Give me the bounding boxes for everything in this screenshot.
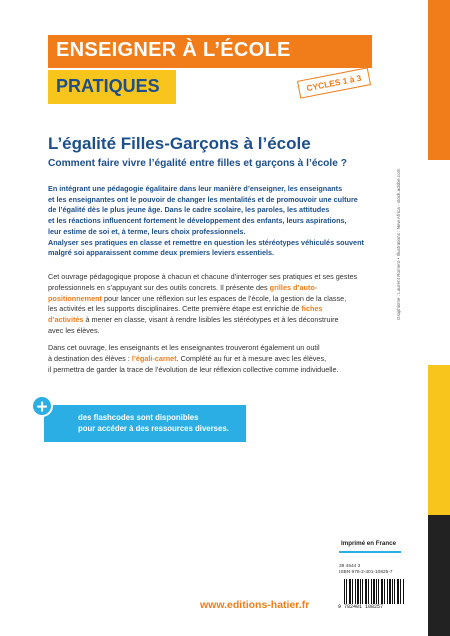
text-run: à mener en classe, visant à rendre lisibles les stéréotypes et à les déconstruire xyxy=(83,315,339,325)
product-code: 39 4544 3 xyxy=(339,564,361,569)
text-line xyxy=(48,283,393,294)
credits-text: Graphisme : Laurent Romero • Illustrations : New Africa - stock.adobe.com xyxy=(396,168,401,320)
text-run: professionnels en s’appuyant sur des outils concrets. Il présente des xyxy=(48,282,270,292)
isbn: ISBN 978-2-401-10825-7 xyxy=(339,570,393,575)
text-run: . Complété au fur et à mesure avec les élèves, xyxy=(176,353,327,363)
flashcode-line: des flashcodes sont disponibles xyxy=(78,413,199,422)
publisher-url[interactable]: www.editions-hatier.fr xyxy=(200,599,310,611)
series-title: ENSEIGNER À L’ÉCOLE xyxy=(56,39,291,61)
highlight-egali-carnet: l’égali-carnet xyxy=(131,353,177,363)
text-line xyxy=(48,354,393,365)
stripe-orange xyxy=(428,0,450,160)
flashcode-line: pour accéder à des ressources diverses. xyxy=(78,423,229,433)
text-line: Cet ouvrage pédagogique propose à chacun et chacune d’interroger ses pratiques et ses gestes xyxy=(48,272,358,281)
side-color-stripe xyxy=(428,0,450,636)
flashcode-callout xyxy=(44,405,246,442)
intro-line: malgré soi apparaissent comme deux premiers leviers essentiels. xyxy=(48,248,275,258)
barcode xyxy=(338,579,406,611)
intro-line: leur estime de soi et, à terme, leurs choix professionnels. xyxy=(48,226,246,236)
printed-in-france: Imprimé en France xyxy=(341,540,397,547)
text-run: pour lancer une réflexion sur les espaces de l’école, la gestion de la classe, xyxy=(101,293,347,303)
text-line xyxy=(48,315,393,326)
stripe-white xyxy=(428,160,450,365)
description-paragraph-1 xyxy=(48,272,393,337)
barcode-digits: 9 782401 108257 xyxy=(338,604,384,610)
barcode-bars xyxy=(344,579,404,604)
text-line xyxy=(48,304,393,315)
intro-line: En intégrant une pédagogie égalitaire dans leur manière d’enseigner, les enseignants xyxy=(48,184,343,193)
book-subtitle: Comment faire vivre l’égalité entre filles et garçons à l’école ? xyxy=(48,158,347,169)
printed-underline xyxy=(339,551,401,553)
intro-line: et les enseignantes ont le pouvoir de changer les mentalités et de promouvoir une culture xyxy=(48,194,358,204)
highlight-positionnement: positionnement xyxy=(48,293,102,303)
highlight-activites: d’activités xyxy=(48,315,84,325)
cycles-badge: CYCLES 1 à 3 xyxy=(297,67,371,98)
intro-line: de l’égalité dès le plus jeune âge. Dans le cadre scolaire, les paroles, les attitudes xyxy=(48,205,330,215)
highlight-fiches: fiches xyxy=(301,304,323,314)
stripe-yellow xyxy=(428,365,450,515)
stripe-black xyxy=(428,515,450,636)
intro-line: Analyser ses pratiques en classe et remettre en question les stéréotypes véhiculés souvent xyxy=(48,237,364,247)
text-line: il permettra de garder la trace de l’évolution de leur réflexion collective comme individuelle. xyxy=(48,364,339,374)
text-line: avec les élèves. xyxy=(48,325,100,335)
text-run: à destination des élèves : xyxy=(48,353,132,363)
text-run: les activités et les supports disciplinaires. Cette première étape est enrichie de xyxy=(48,304,302,314)
description-paragraph-2 xyxy=(48,343,393,375)
text-line: Dans cet ouvrage, les enseignants et les enseignantes trouveront également un outil xyxy=(48,343,320,352)
intro-paragraph xyxy=(48,184,393,259)
highlight-grilles: grilles d’auto- xyxy=(269,282,318,292)
collection-name: PRATIQUES xyxy=(56,76,160,96)
intro-line: et les réactions influencent fortement le développement des enfants, leurs aspirations, xyxy=(48,216,347,226)
text-line xyxy=(48,294,393,305)
book-title: L’égalité Filles-Garçons à l’école xyxy=(48,134,311,153)
plus-icon: + xyxy=(31,395,53,417)
